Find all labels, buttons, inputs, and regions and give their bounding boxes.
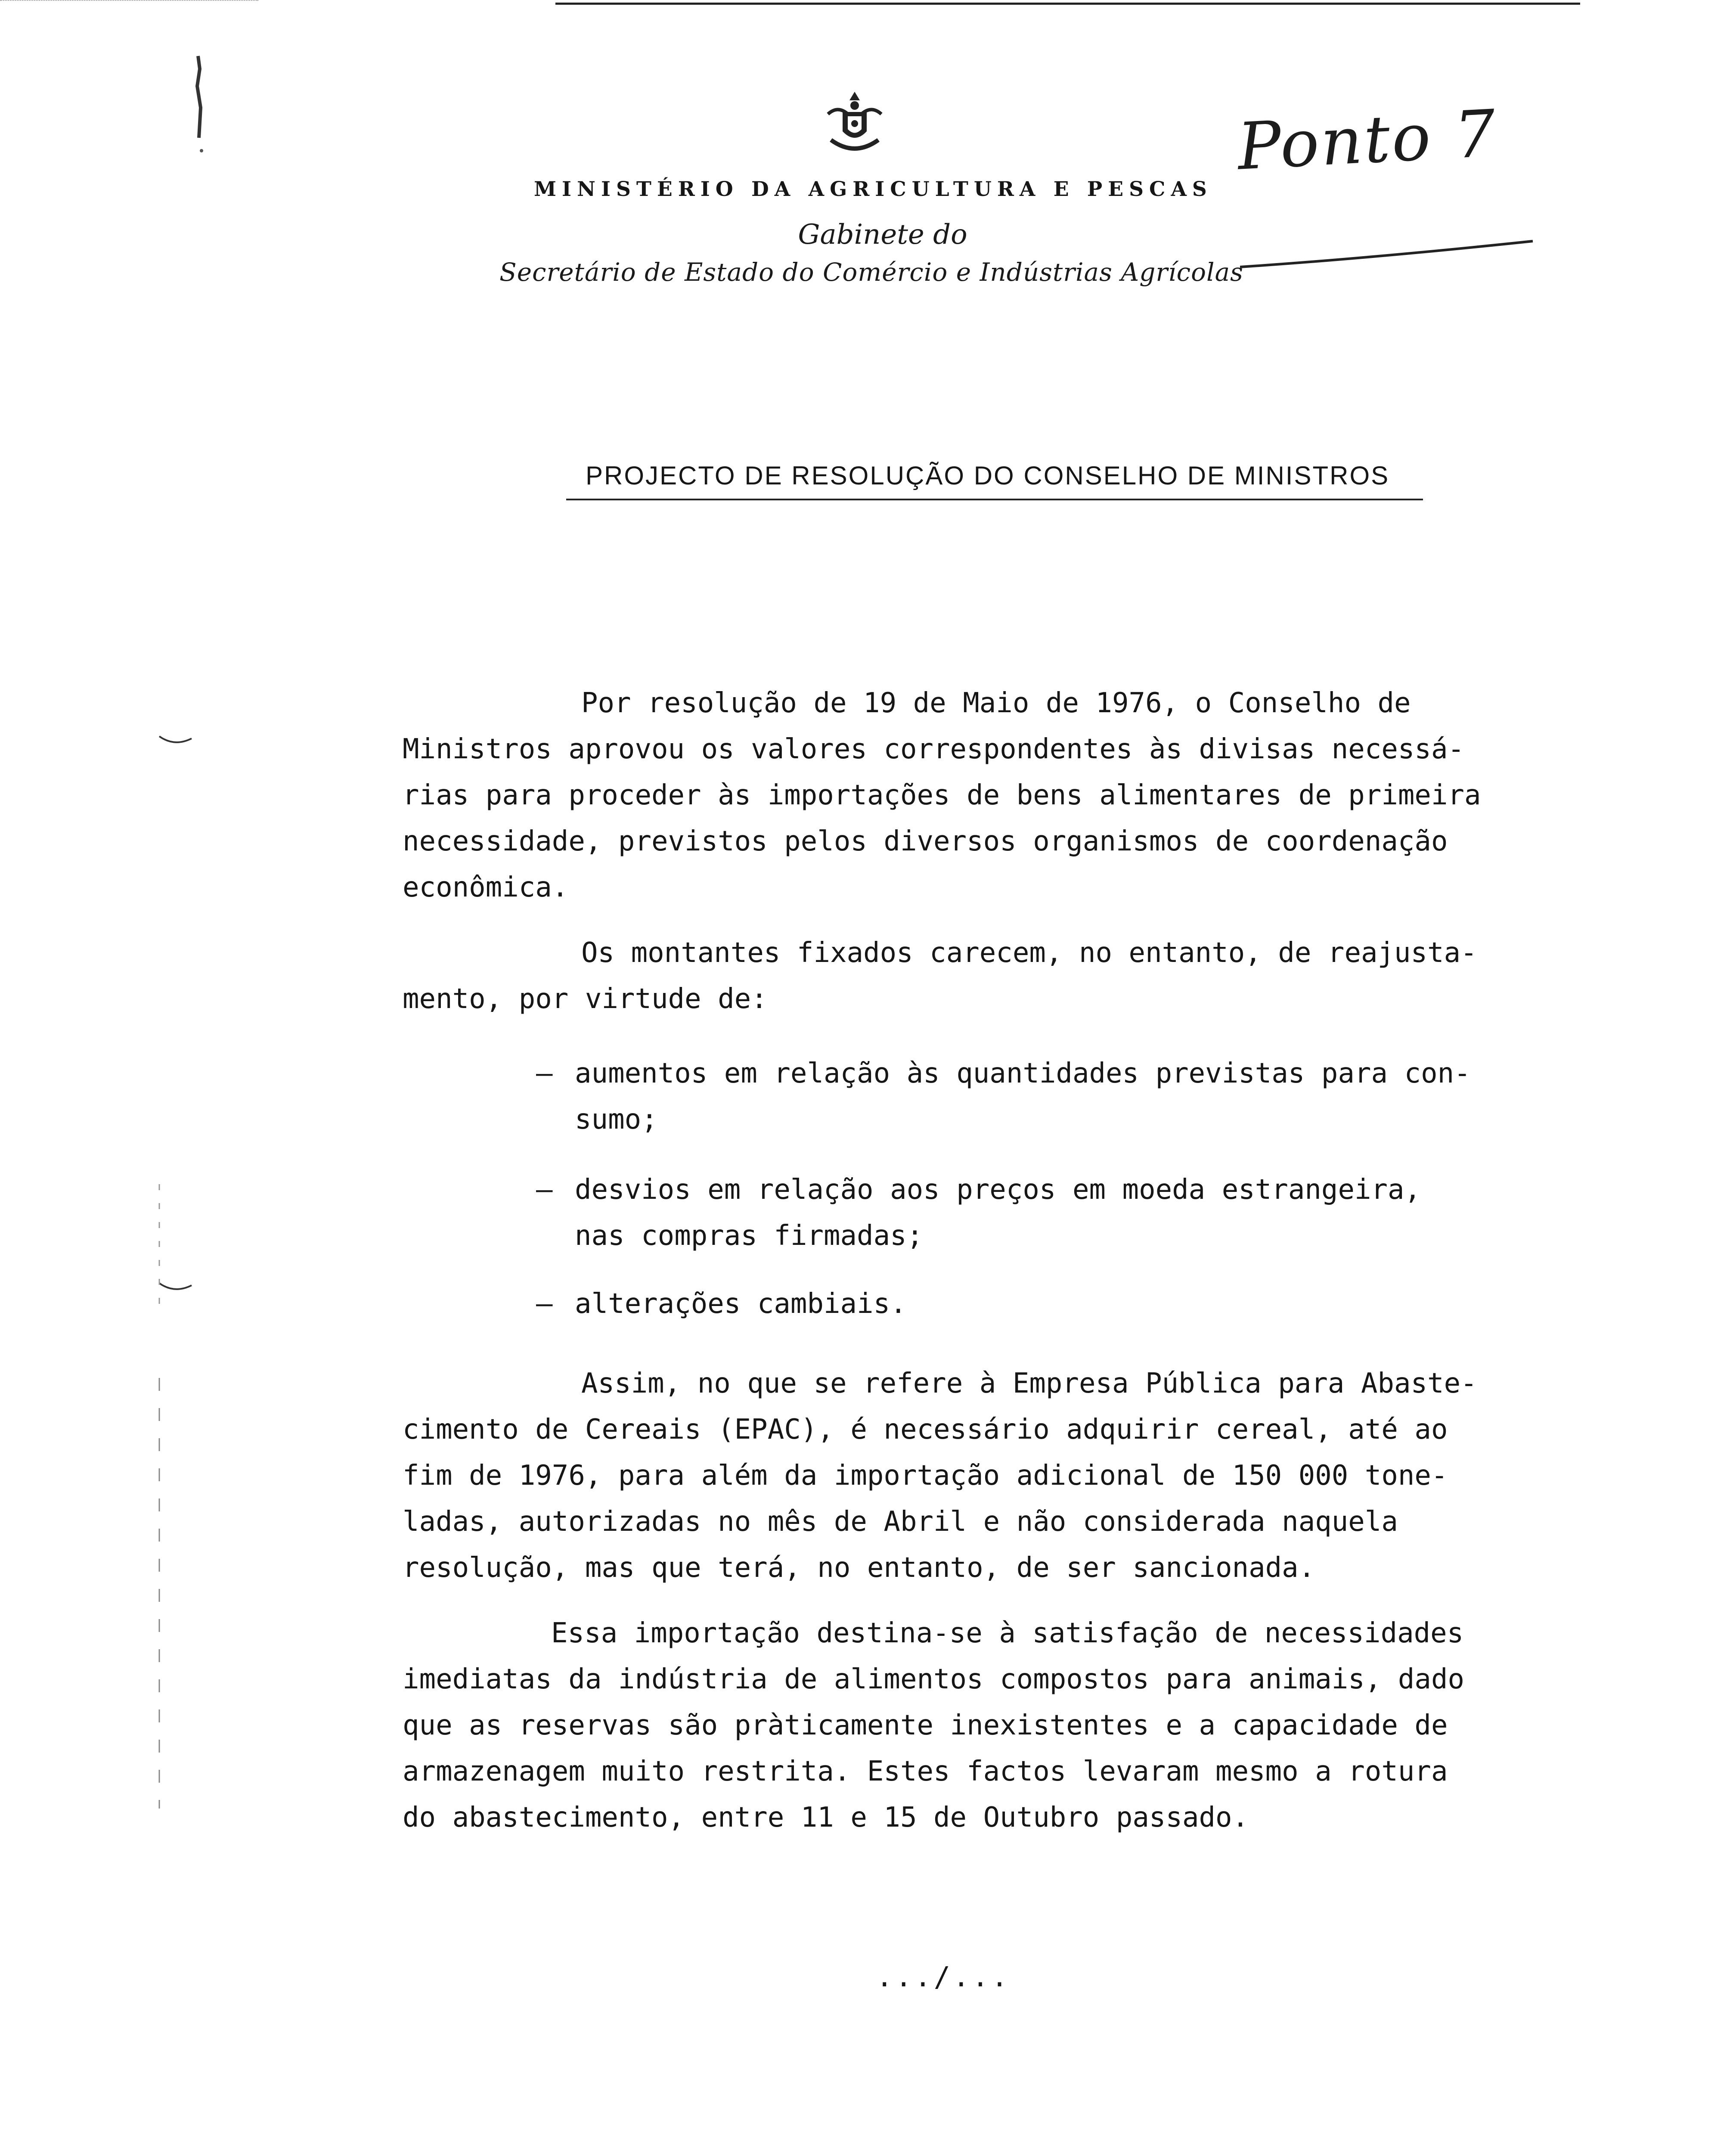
bullet-dash: – bbox=[536, 1058, 553, 1089]
paragraph-1 bbox=[403, 680, 1481, 911]
handwritten-note: Ponto 7 bbox=[1236, 96, 1499, 185]
continuation-mark: .../... bbox=[876, 1961, 1011, 1993]
text-line: rias para proceder às importações de bens alimentares de primeira bbox=[403, 779, 1481, 811]
text-line: cimento de Cereais (EPAC), é necessário adquirir cereal, até ao bbox=[403, 1414, 1448, 1446]
text-line: armazenagem muito restrita. Estes factos levaram mesmo a rotura bbox=[403, 1756, 1448, 1787]
paragraph-4 bbox=[403, 1610, 1464, 1841]
text-line: alterações cambiais. bbox=[575, 1288, 907, 1320]
text-line: nas compras firmadas; bbox=[575, 1220, 924, 1252]
paragraph-3 bbox=[403, 1361, 1477, 1591]
text-line: Assim, no que se refere à Empresa Pública para Abaste- bbox=[581, 1368, 1477, 1399]
title-underline bbox=[566, 499, 1423, 500]
office-line-cabinet: Gabinete do bbox=[798, 219, 967, 251]
text-line: Ministros aprovou os valores correspondentes às divisas necessá- bbox=[403, 733, 1464, 765]
text-line: aumentos em relação às quantidades previstas para con- bbox=[575, 1058, 1471, 1089]
punch-mark-icon bbox=[189, 52, 215, 164]
scan-specks bbox=[0, 0, 258, 5]
text-line: do abastecimento, entre 11 e 15 de Outubro passado. bbox=[403, 1802, 1249, 1833]
text-line: mento, por virtude de: bbox=[403, 983, 768, 1015]
bullet-item bbox=[536, 1167, 1421, 1259]
ministry-name: MINISTÉRIO DA AGRICULTURA E PESCAS bbox=[534, 177, 1212, 201]
office-line-secretary: Secretário de Estado do Comércio e Indústrias Agrícolas bbox=[499, 257, 1243, 287]
text-line: Os montantes fixados carecem, no entanto, de reajusta- bbox=[581, 937, 1477, 969]
document-title: PROJECTO DE RESOLUÇÃO DO CONSELHO DE MINISTROS bbox=[586, 461, 1390, 490]
bullet-item bbox=[536, 1281, 907, 1327]
paragraph-2 bbox=[403, 930, 1477, 1022]
top-rule bbox=[555, 3, 1580, 5]
bullet-dash: – bbox=[536, 1174, 553, 1206]
text-line: ladas, autorizadas no mês de Abril e não considerada naquela bbox=[403, 1506, 1398, 1538]
text-line: Essa importação destina-se à satisfação de necessidades bbox=[551, 1617, 1464, 1649]
bullet-item bbox=[536, 1051, 1471, 1143]
coat-of-arms-icon bbox=[820, 88, 889, 157]
text-line: desvios em relação aos preços em moeda estrangeira, bbox=[575, 1174, 1421, 1206]
text-line: resolução, mas que terá, no entanto, de ser sancionada. bbox=[403, 1552, 1315, 1584]
text-line: que as reservas são pràticamente inexistentes e a capacidade de bbox=[403, 1709, 1448, 1741]
text-line: econômica. bbox=[403, 872, 569, 903]
text-line: necessidade, previstos pelos diversos organismos de coordenação bbox=[403, 825, 1448, 857]
binding-marks bbox=[151, 710, 202, 1830]
text-line: imediatas da indústria de alimentos compostos para animais, dado bbox=[403, 1663, 1464, 1695]
handwritten-stroke bbox=[1240, 233, 1541, 276]
text-line: fim de 1976, para além da importação adicional de 150 000 tone- bbox=[403, 1460, 1448, 1492]
bullet-dash: – bbox=[536, 1288, 553, 1320]
text-line: sumo; bbox=[575, 1104, 658, 1135]
text-line: Por resolução de 19 de Maio de 1976, o Conselho de bbox=[581, 687, 1411, 719]
